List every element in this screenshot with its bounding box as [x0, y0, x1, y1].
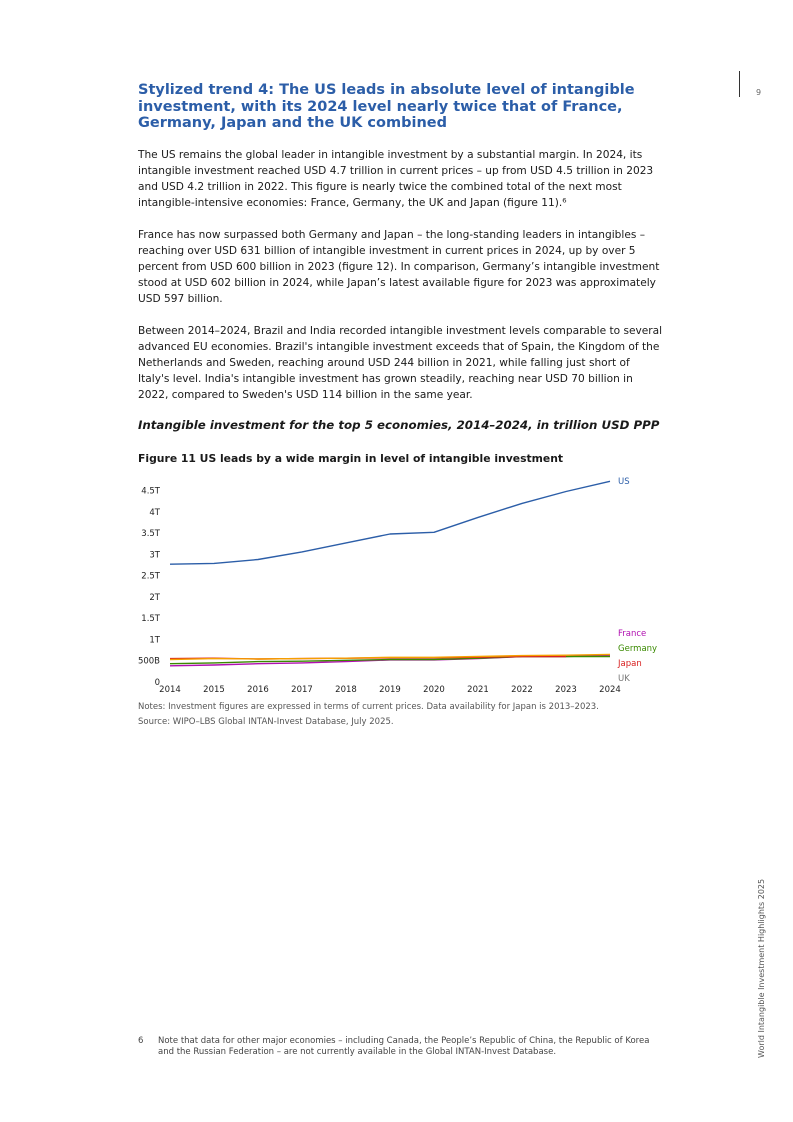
y-axis — [138, 487, 161, 688]
page-number: 9 — [756, 88, 762, 97]
y-tick-label: 4T — [149, 507, 160, 518]
series-label-uk: UK — [618, 674, 630, 684]
x-tick-label: 2018 — [335, 685, 357, 695]
line-chart — [130, 470, 670, 696]
x-tick-label: 2016 — [247, 685, 269, 695]
series-labels — [617, 477, 657, 684]
x-tick-label: 2023 — [555, 685, 577, 695]
x-tick-label: 2017 — [291, 685, 313, 695]
series-label-germany: Germany — [618, 644, 658, 654]
figure-notes — [138, 700, 599, 730]
series-line-us — [170, 481, 610, 564]
header-rule — [739, 71, 740, 97]
x-tick-label: 2014 — [159, 685, 181, 695]
y-tick-label: 500B — [137, 656, 160, 667]
series-label-france: France — [618, 629, 647, 639]
y-tick-label: 3.5T — [141, 529, 160, 540]
y-tick-label: 1T — [149, 635, 160, 646]
x-tick-label: 2022 — [511, 685, 533, 695]
section-heading: Stylized trend 4: The US leads in absolute level of intangible investment, with its 2024 level nearly twice that of France, Germany, Japan and the UK combined — [138, 82, 635, 131]
y-tick-label: 1.5T — [141, 614, 160, 625]
notes-line: Notes: Investment figures are expressed in terms of current prices. Data availability for Japan is 2013–2023. — [138, 702, 599, 712]
paragraph-3: Between 2014–2024, Brazil and India recorded intangible investment levels comparable to several advanced EU economies. Brazil's intangible investment exceeds that of Spain, the Kingdom of the Netherlands and Sweden, reaching around USD 244 billion in 2021, while falling just short of Italy's level. India's intangible investment has grown steadily, reaching near USD 70 billion in 2022, compared to Sweden's USD 114 billion in the same year. — [138, 325, 663, 401]
y-tick-label: 2.5T — [141, 571, 160, 582]
x-tick-label: 2020 — [423, 685, 445, 695]
y-tick-label: 2T — [149, 592, 160, 603]
x-axis — [159, 685, 621, 695]
y-tick-label: 4.5T — [141, 486, 160, 497]
series-lines — [170, 481, 610, 666]
footnote-number: 6 — [138, 1036, 144, 1046]
source-line: Source: WIPO–LBS Global INTAN-Invest Database, July 2025. — [138, 717, 394, 727]
paragraph-1: The US remains the global leader in intangible investment by a substantial margin. In 2024, its intangible investment reached USD 4.7 trillion in current prices – up from USD 4.5 trillion in 2023 and USD 4.2 trillion in 2022. This figure is nearly twice the combined total of the next most intangible-intensive economies: France, Germany, the UK and Japan (figure 11).⁶ — [138, 149, 654, 209]
chart-subheading: Intangible investment for the top 5 economies, 2014–2024, in trillion USD PPP — [138, 418, 660, 432]
series-label-us: US — [618, 477, 630, 487]
x-tick-label: 2021 — [467, 685, 489, 695]
figure-title: Figure 11 US leads by a wide margin in level of intangible investment — [138, 452, 564, 465]
x-tick-label: 2024 — [599, 685, 621, 695]
x-tick-label: 2015 — [203, 685, 225, 695]
x-tick-label: 2019 — [379, 685, 401, 695]
y-tick-label: 3T — [149, 550, 160, 561]
side-running-title: World Intangible Investment Highlights 2025 — [757, 878, 766, 1058]
series-label-japan: Japan — [618, 659, 642, 669]
paragraph-2: France has now surpassed both Germany and Japan – the long-standing leaders in intangibles – reaching over USD 631 billion of intangible investment in current prices in 2024, up by over 5 percent from USD 600 billion in 2023 (figure 12). In comparison, Germany’s intangible investment stood at USD 602 billion in 2024, while Japan’s latest available figure for 2023 was approximately USD 597 billion. — [138, 229, 660, 305]
y-tick-label: 0 — [154, 678, 160, 688]
footnote-text: Note that data for other major economies – including Canada, the People’s Republic of China, the Republic of Korea and the Russian Federation – are not currently available in the Global INTAN-Invest Database. — [158, 1036, 650, 1057]
